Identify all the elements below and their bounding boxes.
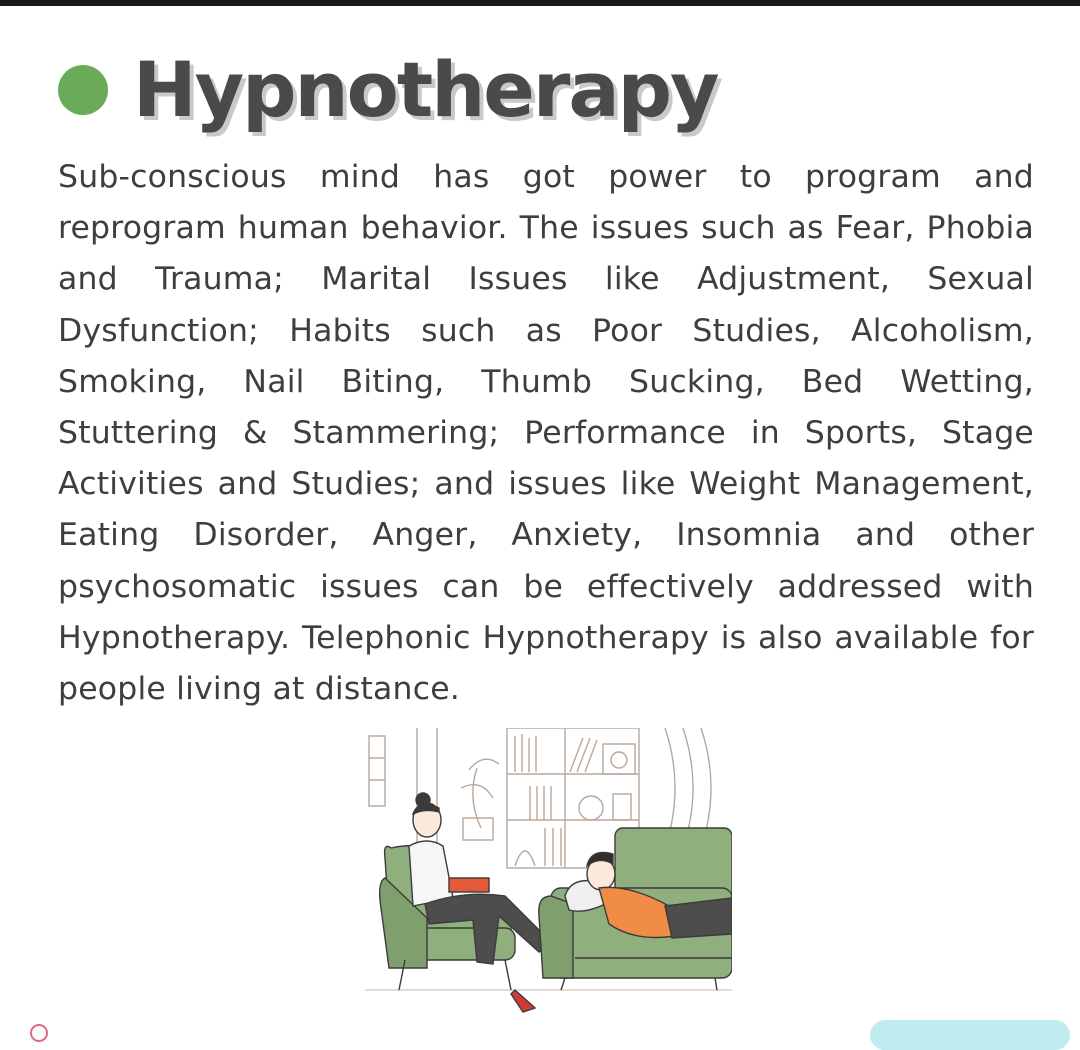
section-bullet (58, 65, 108, 115)
therapy-session-illustration (365, 728, 732, 1018)
description-paragraph: Sub-conscious mind has got power to program and reprogram human behavior. The issues such as Fear, Phobia and Trauma; Marital Issues like Adjustment, Sexual Dysfunction; Habits such as Poor Studies, Alcoholism, Smoking, Nail Biting, Thumb Sucking, Bed Wetting, Stuttering & Stammering; Performance in Sports, Stage Activities and Studies; and issues like Weight Management, Eating Disorder, Anger, Anxiety, Insomnia and other psychosomatic issues can be effectively addressed with Hypnotherapy. Telephonic Hypnotherapy is also available for people living at distance. (58, 159, 1034, 708)
top-bar (0, 0, 1080, 6)
bottom-action-pill[interactable] (870, 1020, 1070, 1050)
page-title: Hypnotherapy (133, 45, 718, 134)
page-corner-marker (30, 1024, 48, 1042)
